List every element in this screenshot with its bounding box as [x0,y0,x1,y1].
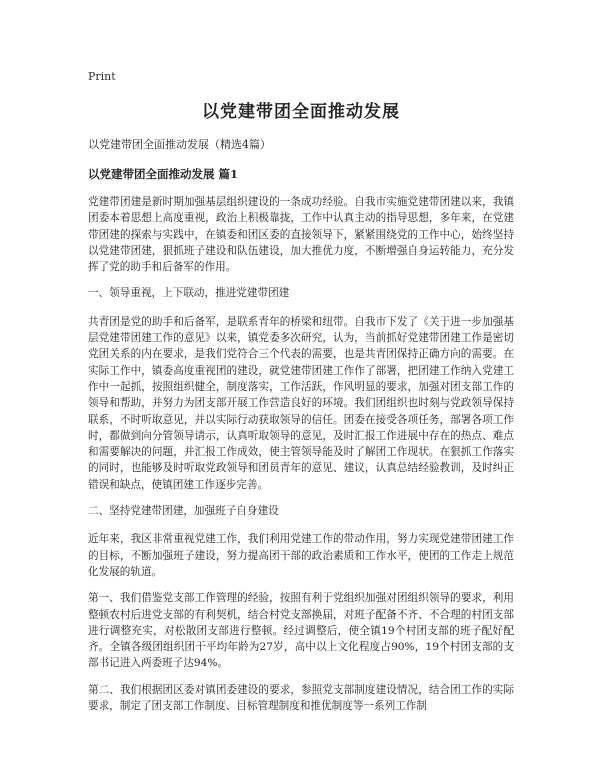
section-heading-1: 一、领导重视，上下联动，推进党建带团建 [88,287,290,300]
print-label[interactable]: Print [88,70,116,83]
paragraph-first: 第一、我们借鉴党支部工作管理的经验，按照有利于党组织加强对团组织领导的要求，利用整顿农村后进党支部的有利契机，结合村党支部换届，对班子配备不齐、不合理的村团支部进行调整充实，对松散团支部进行整顿。经过调整后，使全镇19个村团支部的班子配好配齐。全镇各级团组织团干平均年龄为27岁，高中以上文化程度占90%，19个村团支部的支部书记进入两委班子达94%。 [88,592,514,670]
document-subtitle: 以党建带团全面推动发展（精选4篇） [88,138,271,151]
article-title: 以党建带团全面推动发展 篇1 [88,167,239,181]
paragraph-recent-years: 近年来，我区非常重视党建工作，我们利用党建工作的带动作用，努力实现党建带团建工作的目标，不断加强班子建设，努力提高团干部的政治素质和工作水平，使团的工作走上规范化发展的轨道。 [88,533,514,578]
paragraph-intro: 党建带团建是新时期加强基层组织建设的一条成功经验。自我市实施党建带团建以来，我镇团委本着思想上高度重视，政治上积极靠拢，工作中认真主动的指导思想，多年来，在党建带团建的探索与实践中，在镇委和团区委的直接领导下，紧紧围绕党的工作中心，始终坚持以党建带团建，狠抓班子建设和队伍建设，加大推优力度，不断增强自身运转能力，充分发挥了党的助手和后备军的作用。 [88,196,514,274]
paragraph-leadership: 共青团是党的助手和后备军，是联系青年的桥梁和纽带。自我市下发了《关于进一步加强基层党建带团建工作的意见》以来，镇党委多次研究，认为，当前抓好党建带团建工作是密切党团关系的内在要求，是我们党符合三个代表的需要，也是共青团保持正确方向的需要。在实际工作中，镇委高度重视团的建设，就党建带团建工作作了部署，把团建工作纳入党建工作中一起抓，按照组织健全，制度落实，工作活跃，作风明显的要求，加强对团支部工作的领导和帮助，并努力为团支部开展工作营造良好的环境。我们团组织也时刻与党政领导保持联系，不时听取意见，并以实际行动获取领导的信任。团委在接受各项任务，部署各项工作时，都做到向分管领导请示，认真听取领导的意见，及时汇报工作进展中存在的热点、难点和需要解决的问题，并汇报工作成效，使主管领导能及时了解团工作现状。在狠抓工作落实的同时，也能够及时听取党政领导和团员青年的意见、建议，认真总结经验教训，及时纠正错误和缺点，使镇团建工作逐步完善。 [88,315,514,491]
document-title: 以党建带团全面推动发展 [202,102,400,122]
section-heading-2: 二、坚持党建带团建，加强班子自身建设 [88,505,279,518]
paragraph-second: 第二、我们根据团区委对镇团委建设的要求，参照党支部制度建设情况，结合团工作的实际要求，制定了团支部工作制度、目标管理制度和推优制度等一系列工作制 [88,683,514,713]
